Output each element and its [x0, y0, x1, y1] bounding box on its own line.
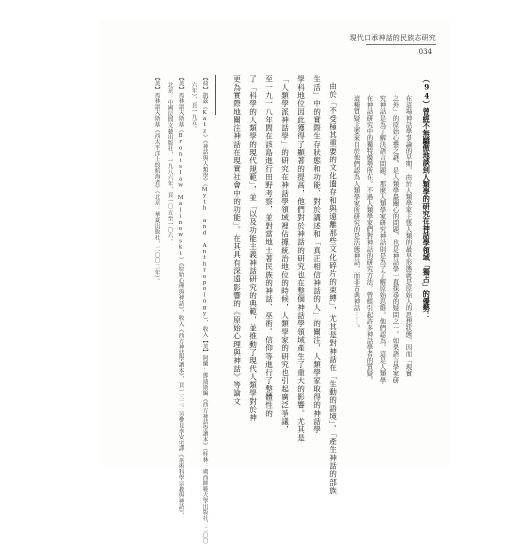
footnote: 六年），頁一九五。 [190, 82, 197, 132]
quote-line: 究神話是為了解決語言問題，那麼人類學家研究神話則是為了了解原始思維。他們認為，這是人類學 [378, 95, 387, 384]
header-rule [366, 44, 436, 45]
book-page [100, 20, 450, 544]
quote-line: 之外」的原始心靈之謎，是人類學最關心的問題，也是神話學一直探尋的疑問之一。如果語言學家研 [391, 95, 400, 384]
footnote: 【荷】凱茲（Katz）《神話與人類學》（Myth and Anthropology），收入【英】阿蘭·鄧迪斯編《西方神話學讀本》（桂林：廣西師範大學出版社，二〇〇 [201, 75, 208, 544]
running-title: 現代口承神話的民族志研究 [349, 34, 436, 42]
footnote: 【英】馬林諾夫斯基《西太平洋上的航海者》（北京：華夏出版社，二〇〇二年）。 [153, 75, 160, 284]
body-line: 由於「不受極其重要的文化遺存和與遠離那些文化碎片的束縛」，尤其是對神話在「生動的語境」、「產生神話的部族 [328, 82, 338, 495]
body-line: 學科地位因此獲得了顯著的提高，他們對於神話的研究也在整個神話學領域產生了重大的影響。尤其是 [296, 75, 306, 442]
quote-line: 這種質疑主要來自於他們認為人類學家所研究的是活態神話，而非古典神話⋯⋯。 [352, 95, 361, 331]
body-line: 「人類學派神話學」的研究在神話學領域裡佔據統治地位的時候，人類學家的研究也引起廣泛爭議， [280, 75, 290, 434]
quote-line: 在這場神話學爭論的早期，由於人類學家主張人類的最早形態就是原始人的思想狀態，因而「現實 [404, 95, 413, 377]
body-line: 更為實際地關注神話在現實社會中的功能」。在其具有深遠影響的《原始心理與神話》等論文 [232, 75, 242, 406]
quote-line: 在神話研究中的獨特優勢所在。不過人類學家們對神話的研究方法，曾經引起許多神話學者的質疑。 [365, 95, 374, 384]
footnote: 【英】馬林諾夫斯基（Bronislaw Malinowski）《原始心理與神話》，收入《西方神話學讀本》，頁一三二。另參見李安宅譯《巫術科學宗教與神話》， [177, 75, 184, 519]
body-line: 生活」中的實際生存狀態和功能、對於講述和「真正相信神話的人」的關注，人類學家取得的神話學 [312, 75, 322, 434]
body-line: 至一九一八年間在該島進行田野考察，並對當地土著民族的神話、巫術、信仰等進行了整體性的 [264, 75, 274, 418]
body-line: 了「科學的人類學的現代規範」，並「以及功能主義神話研究的典範，並推動了現代人類學對於神 [248, 75, 258, 422]
section-heading: （94）曾經不無驕傲地談到人類學的研究在神話學領域「獨占」的優勢： [422, 75, 432, 320]
footnote-separator [215, 75, 216, 115]
footnote: 北京：中國民間文藝出版社，一九八六年，頁一〇五至一〇六。 [166, 82, 173, 245]
page-number: 034 [418, 48, 432, 56]
